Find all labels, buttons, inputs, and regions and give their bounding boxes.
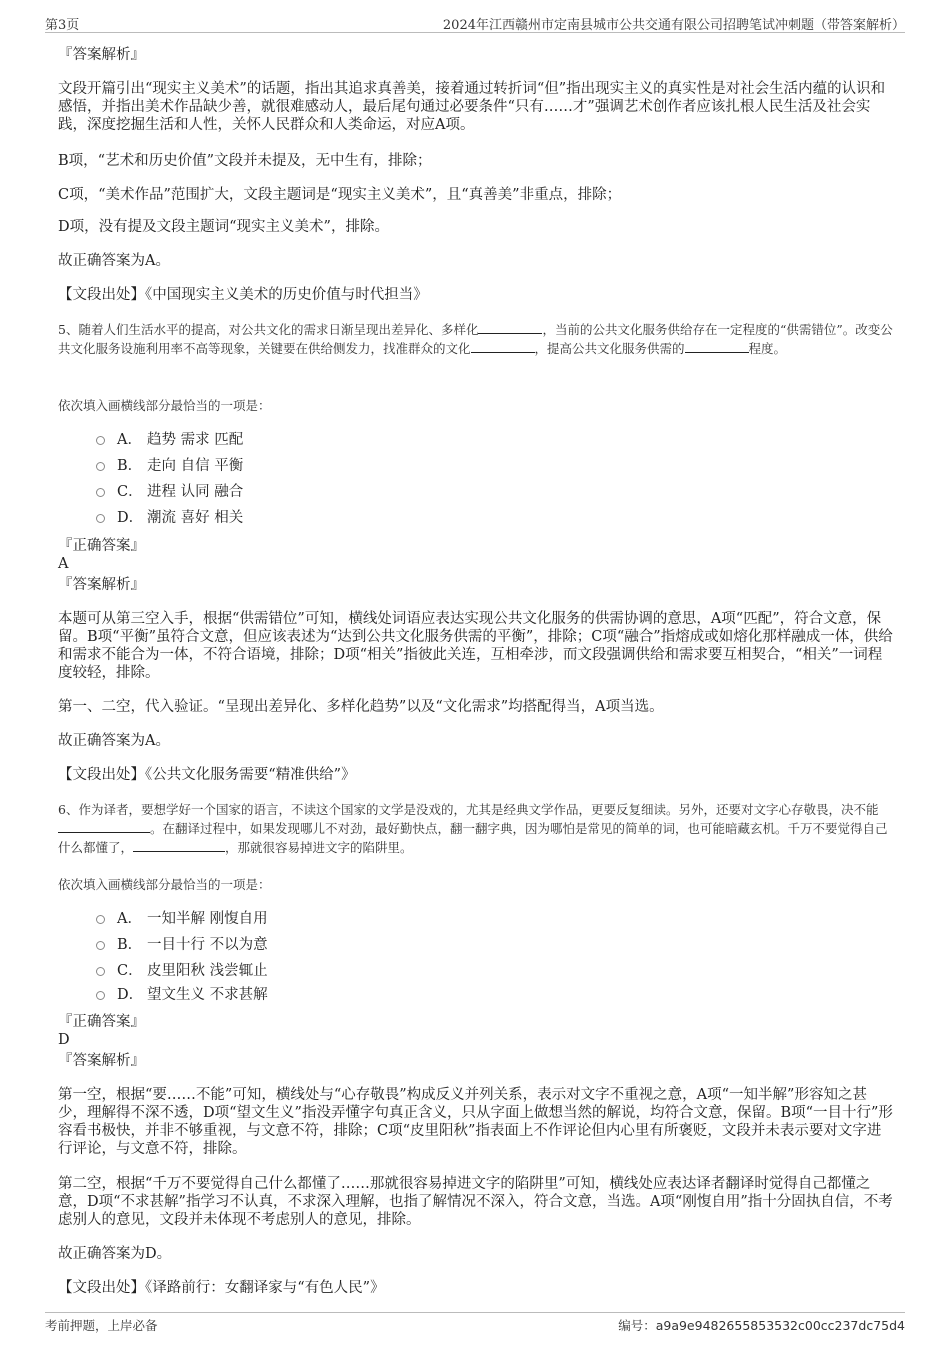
radio-icon[interactable] bbox=[96, 514, 105, 523]
analysis-paragraph: 第二空，根据“千万不要觉得自己什么都懂了……那就很容易掉进文字的陷阱里”可知，横线处应表达译者翻译时觉得自己都懂之意，D项“不求甚解”指学习不认真，不求深入理解，也指了解情况不深入，符合文意，当选。A项“刚愎自用”指十分固执自信，不考虑别人的意见，文段并未体现不考虑别人的意见，排除。 bbox=[58, 1176, 893, 1228]
q5-source-wrap bbox=[58, 766, 893, 784]
analysis-label: 『答案解析』 bbox=[58, 47, 145, 63]
q6-stem bbox=[58, 800, 893, 857]
code-label: 编号： bbox=[618, 1318, 656, 1333]
option-letter: D． bbox=[117, 987, 144, 1003]
blank-3 bbox=[685, 340, 749, 353]
q6-options bbox=[58, 910, 893, 1004]
analysis-paragraph: D项，没有提及文段主题词“现实主义美术”，排除。 bbox=[58, 219, 389, 235]
analysis-paragraph: C项，“美术作品”范围扩大，文段主题词是“现实主义美术”，且“真善美”非重点，排除； bbox=[58, 187, 622, 203]
footer-slogan: 考前押题，上岸必备 bbox=[45, 1318, 158, 1333]
radio-icon[interactable] bbox=[96, 915, 105, 924]
option-text: 一知半解 刚愎自用 bbox=[147, 911, 268, 927]
analysis-label: 『答案解析』 bbox=[58, 1053, 145, 1069]
radio-icon[interactable] bbox=[96, 967, 105, 976]
option-letter: B． bbox=[117, 458, 143, 474]
blank-2 bbox=[471, 340, 535, 353]
source-citation: 【文段出处】《中国现实主义美术的历史价值与时代担当》 bbox=[58, 287, 428, 303]
q5-analysis-p1-wrap bbox=[58, 610, 893, 682]
conclusion: 故正确答案为A。 bbox=[58, 733, 170, 749]
option-text: 潮流 喜好 相关 bbox=[147, 510, 244, 526]
question-prompt: 依次填入画横线部分最恰当的一项是： bbox=[58, 398, 271, 413]
option-c[interactable] bbox=[96, 483, 893, 501]
stem-text: ，提高公共文化服务供需的 bbox=[534, 341, 685, 356]
radio-icon[interactable] bbox=[96, 941, 105, 950]
option-b[interactable] bbox=[96, 457, 893, 475]
analysis-paragraph: B项，“艺术和历史价值”文段并未提及，无中生有，排除； bbox=[58, 153, 432, 169]
source-citation: 【文段出处】《公共文化服务需要“精准供给”》 bbox=[58, 767, 356, 783]
page-header bbox=[45, 10, 905, 33]
q6-conclusion-wrap bbox=[58, 1245, 893, 1263]
option-text: 皮里阳秋 浅尝辄止 bbox=[147, 963, 268, 979]
option-text: 望文生义 不求甚解 bbox=[147, 987, 268, 1003]
option-letter: C． bbox=[117, 484, 143, 500]
q4-analysis-p3-wrap bbox=[58, 186, 893, 204]
option-c[interactable] bbox=[96, 962, 893, 980]
document-code bbox=[618, 1316, 905, 1334]
correct-answer: A bbox=[58, 556, 69, 572]
stem-text: 。在翻译过程中，如果发现哪儿不对劲，最好勤快点，翻一翻字典，因为哪怕是常见的简单的词，也可能暗藏玄机。千万不要觉得自己什么都懂了， bbox=[58, 821, 888, 855]
q6-answer bbox=[58, 1013, 893, 1070]
option-text: 走向 自信 平衡 bbox=[147, 458, 244, 474]
option-letter: B． bbox=[117, 937, 143, 953]
option-letter: D． bbox=[117, 510, 144, 526]
option-letter: A． bbox=[117, 911, 142, 927]
q4-conclusion-wrap bbox=[58, 252, 893, 270]
analysis-paragraph: 本题可从第三空入手，根据“供需错位”可知，横线处词语应表达实现公共文化服务的供需协调的意思，A项“匹配”，符合文意，保留。B项“平衡”虽符合文意，但应该表述为“达到公共文化服务供需的平衡”，排除；C项“融合”指熔成或如熔化那样融成一体，供给和需求不能合为一体，不符合语境，排除；D项“相关”指彼此关连，互相牵涉，而文段强调供给和需求要互相契合，“相关”一词程度较轻，排除。 bbox=[58, 611, 893, 681]
q6-source-wrap bbox=[58, 1279, 893, 1297]
q6-analysis-p2-wrap bbox=[58, 1175, 893, 1229]
correct-answer-label: 『正确答案』 bbox=[58, 1014, 145, 1030]
correct-answer-label: 『正确答案』 bbox=[58, 538, 145, 554]
conclusion: 故正确答案为A。 bbox=[58, 253, 170, 269]
document-title: 2024年江西赣州市定南县城市公共交通有限公司招聘笔试冲刺题（带答案解析） bbox=[442, 18, 905, 33]
q4-analysis-p4-wrap bbox=[58, 218, 893, 236]
analysis-paragraph: 第一、二空，代入验证。“呈现出差异化、多样化趋势”以及“文化需求”均搭配得当，A项当选。 bbox=[58, 699, 664, 715]
question-prompt: 依次填入画横线部分最恰当的一项是： bbox=[58, 877, 271, 892]
q5-conclusion-wrap bbox=[58, 732, 893, 750]
q5-answer bbox=[58, 537, 893, 594]
stem-text: 5、随着人们生活水平的提高，对公共文化的需求日渐呈现出差异化、多样化 bbox=[58, 322, 479, 337]
q6-analysis-p1-wrap bbox=[58, 1086, 893, 1158]
option-text: 趋势 需求 匹配 bbox=[147, 432, 244, 448]
q4-analysis bbox=[58, 46, 893, 64]
q5-stem bbox=[58, 320, 893, 358]
q4-analysis-p2-wrap bbox=[58, 152, 893, 170]
option-text: 一目十行 不以为意 bbox=[147, 937, 268, 953]
page-footer bbox=[45, 1312, 905, 1333]
option-letter: A． bbox=[117, 432, 142, 448]
q5-analysis-p2-wrap bbox=[58, 698, 893, 716]
option-a[interactable] bbox=[96, 431, 893, 449]
source-citation: 【文段出处】《译路前行：女翻译家与“有色人民”》 bbox=[58, 1280, 385, 1296]
option-letter: C． bbox=[117, 963, 143, 979]
option-d[interactable] bbox=[96, 509, 893, 527]
q4-analysis-p1-wrap bbox=[58, 80, 893, 134]
radio-icon[interactable] bbox=[96, 436, 105, 445]
stem-text: 程度。 bbox=[748, 341, 787, 356]
option-a[interactable] bbox=[96, 910, 893, 928]
conclusion: 故正确答案为D。 bbox=[58, 1246, 172, 1262]
stem-text: 6、作为译者，要想学好一个国家的语言，不读这个国家的文学是没戏的，尤其是经典文学作品，更要反复细读。另外，还要对文字心存敬畏，决不能 bbox=[58, 802, 879, 817]
option-d[interactable] bbox=[96, 986, 893, 1004]
blank-2 bbox=[133, 839, 225, 852]
analysis-paragraph: 文段开篇引出“现实主义美术”的话题，指出其追求真善美，接着通过转折词“但”指出现实主义的真实性是对社会生活内蕴的认识和感悟，并指出美术作品缺少善，就很难感动人，最后尾句通过必要条件“只有……才”强调艺术创作者应该扎根人民生活及社会实践，深度挖掘生活和人性，关怀人民群众和人类命运，对应A项。 bbox=[58, 81, 886, 133]
analysis-label: 『答案解析』 bbox=[58, 577, 145, 593]
stem-text: ，当前的公共文化服务供给存在一定程度的“供需错位”。改变公共文化服务设施利用率不高等现象，关键要在供给侧发力，找准群众的文化 bbox=[58, 322, 893, 356]
q6-prompt-wrap bbox=[58, 875, 893, 894]
stem-text: ，那就很容易掉进文字的陷阱里。 bbox=[225, 840, 413, 855]
blank-1 bbox=[478, 321, 542, 334]
radio-icon[interactable] bbox=[96, 488, 105, 497]
radio-icon[interactable] bbox=[96, 462, 105, 471]
option-b[interactable] bbox=[96, 936, 893, 954]
radio-icon[interactable] bbox=[96, 991, 105, 1000]
q5-prompt-wrap bbox=[58, 396, 893, 415]
q5-options bbox=[58, 431, 893, 527]
analysis-paragraph: 第一空，根据“要……不能”可知，横线处与“心存敬畏”构成反义并列关系，表示对文字不重视之意，A项“一知半解”形容知之甚少，理解得不深不透，D项“望文生义”指没弄懂字句真正含义，只从字面上做想当然的解说，均符合文意，保留。B项“一目十行”形容看书极快，并非不够重视，与文意不符，排除；C项“皮里阳秋”指表面上不作评论但内心里有所褒贬，文段并未表示要对文字进行评论，与文意不符，排除。 bbox=[58, 1087, 893, 1157]
correct-answer: D bbox=[58, 1032, 70, 1048]
page-number: 第3页 bbox=[45, 18, 80, 33]
q4-source-wrap bbox=[58, 286, 893, 304]
option-text: 进程 认同 融合 bbox=[147, 484, 244, 500]
blank-1 bbox=[58, 820, 150, 833]
code-value: a9a9e9482655853532c00cc237dc75d4 bbox=[655, 1318, 905, 1333]
